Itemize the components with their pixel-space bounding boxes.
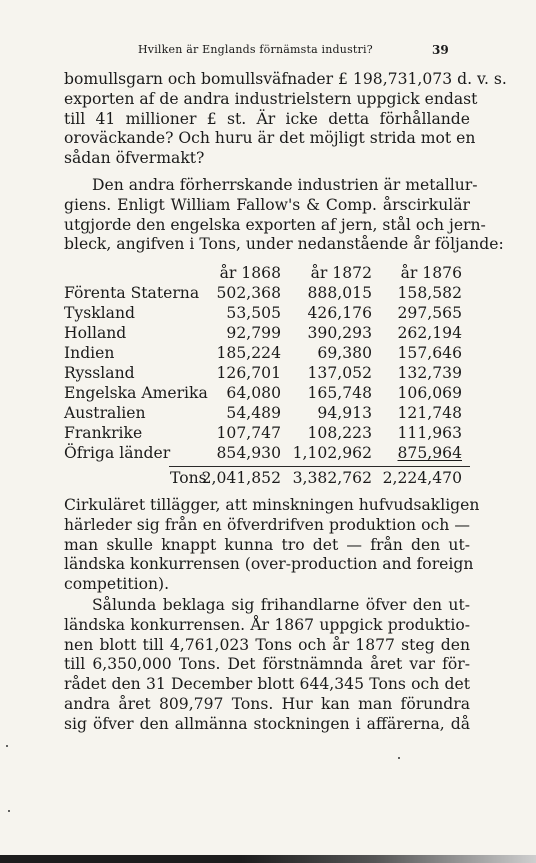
paragraph-line: giens. Enligt William Fallow's & Comp. årscirkulär [64,195,470,214]
ink-speck [398,757,400,759]
paragraph-line: exporten af de andra industrielstern uppgick endast [64,89,478,108]
country-name: Frankrike [64,424,143,442]
value-1872: 390,293 [307,324,372,342]
table-row [64,344,470,364]
paragraph-line: bomullsgarn och bomullsväfnader £ 198,731,073 d. v. s. [64,70,507,88]
value-1872: 426,176 [307,304,372,322]
paragraph-line: till 6,350,000 Tons. Det förstnämnda året var för- [64,655,470,674]
value-1868: 126,701 [216,364,281,382]
table-row [64,304,470,324]
table-row [64,284,470,304]
country-name: Australien [64,404,146,422]
paragraph-line: utgjorde den engelska exporten af jern, stål och jern- [64,215,486,234]
paragraph-line: Den andra förherrskande industrien är metallur- [92,176,478,194]
running-title: Hvilken är Englands förnämsta industri? [138,43,373,56]
total-1872: 3,382,762 [292,469,372,487]
total-1876: 2,224,470 [382,469,462,487]
paragraph-line: Cirkuläret tillägger, att minskningen hufvudsakligen [64,496,480,514]
table-row [64,324,470,344]
paragraph-line: härleder sig från en öfverdrifven produktion och — [64,515,470,534]
value-1876: 111,963 [397,424,462,442]
table-row [64,404,470,424]
column-header-1872: år 1872 [310,264,372,282]
value-1876: 121,748 [397,404,462,422]
value-1876: 106,069 [397,384,462,402]
ink-speck [8,810,10,812]
country-name: Ryssland [64,364,135,382]
page-header [0,43,536,61]
value-1868: 185,224 [216,344,281,362]
column-header-1876: år 1876 [400,264,462,282]
value-1868: 53,505 [226,304,281,322]
ink-speck [6,745,8,747]
value-1876: 157,646 [397,344,462,362]
paragraph-2 [64,176,504,255]
paragraph-line: bleck, angifven i Tons, under nedanstående år följande: [64,235,504,254]
table-row [64,364,470,384]
paragraph-line: ländska konkurrensen (over-production and foreign [64,555,474,574]
value-1872: 108,223 [307,424,372,442]
value-1872: 137,052 [307,364,372,382]
country-name: Indien [64,344,115,362]
value-1872: 165,748 [307,384,372,402]
country-name: Förenta Staterna [64,284,200,302]
paragraph-line: till 41 millioner £ st. Är icke detta förhållande [64,109,470,128]
value-1868: 854,930 [216,444,281,462]
value-1876: 262,194 [397,324,462,342]
value-1876: 875,964 [397,444,462,462]
paragraph-line: rådet den 31 December blott 644,345 Tons och det [64,675,470,694]
paragraph-line: sig öfver den allmänna stockningen i affärerna, då [64,714,470,733]
totals-label: Tons [170,469,207,487]
paragraph-1 [64,70,507,169]
table-row [64,444,470,464]
value-1868: 64,080 [226,384,281,402]
paragraph-line: oroväckande? Och huru är det möjligt strida mot en [64,129,476,148]
page-number: 39 [432,43,449,57]
paragraph-line: nen blott till 4,761,023 Tons och år 1877 steg den [64,635,470,654]
paragraph-4 [64,596,470,735]
totals-rule [169,466,470,467]
value-1868: 107,747 [216,424,281,442]
value-1872: 1,102,962 [292,444,372,462]
country-name: Tyskland [64,304,135,322]
value-1868: 92,799 [226,324,281,342]
total-1868: 2,041,852 [201,469,281,487]
value-1872: 888,015 [307,284,372,302]
value-1872: 69,380 [317,344,372,362]
paragraph-line: man skulle knappt kunna tro det — från den ut- [64,535,470,554]
page-edge-shadow [0,855,536,863]
country-name: Engelska Amerika [64,384,208,402]
table-header [64,264,470,284]
paragraph-line: ländska konkurrensen. År 1867 uppgick produktio- [64,615,470,634]
paragraph-line: andra året 809,797 Tons. Hur kan man förundra [64,694,470,713]
value-1872: 94,913 [317,404,372,422]
column-header-1868: år 1868 [219,264,281,282]
value-1876: 158,582 [397,284,462,302]
value-1876: 132,739 [397,364,462,382]
value-1876: 297,565 [397,304,462,322]
paragraph-line: competition). [64,575,170,594]
totals-row [64,469,470,489]
country-name: Öfriga länder [64,444,171,462]
table-row [64,384,470,404]
table-row [64,424,470,444]
paragraph-line: Sålunda beklaga sig frihandlarne öfver den ut- [92,596,470,614]
paragraph-3 [64,496,480,595]
country-name: Holland [64,324,127,342]
value-1868: 502,368 [216,284,281,302]
paragraph-line: sådan öfvermakt? [64,149,205,168]
value-1868: 54,489 [226,404,281,422]
